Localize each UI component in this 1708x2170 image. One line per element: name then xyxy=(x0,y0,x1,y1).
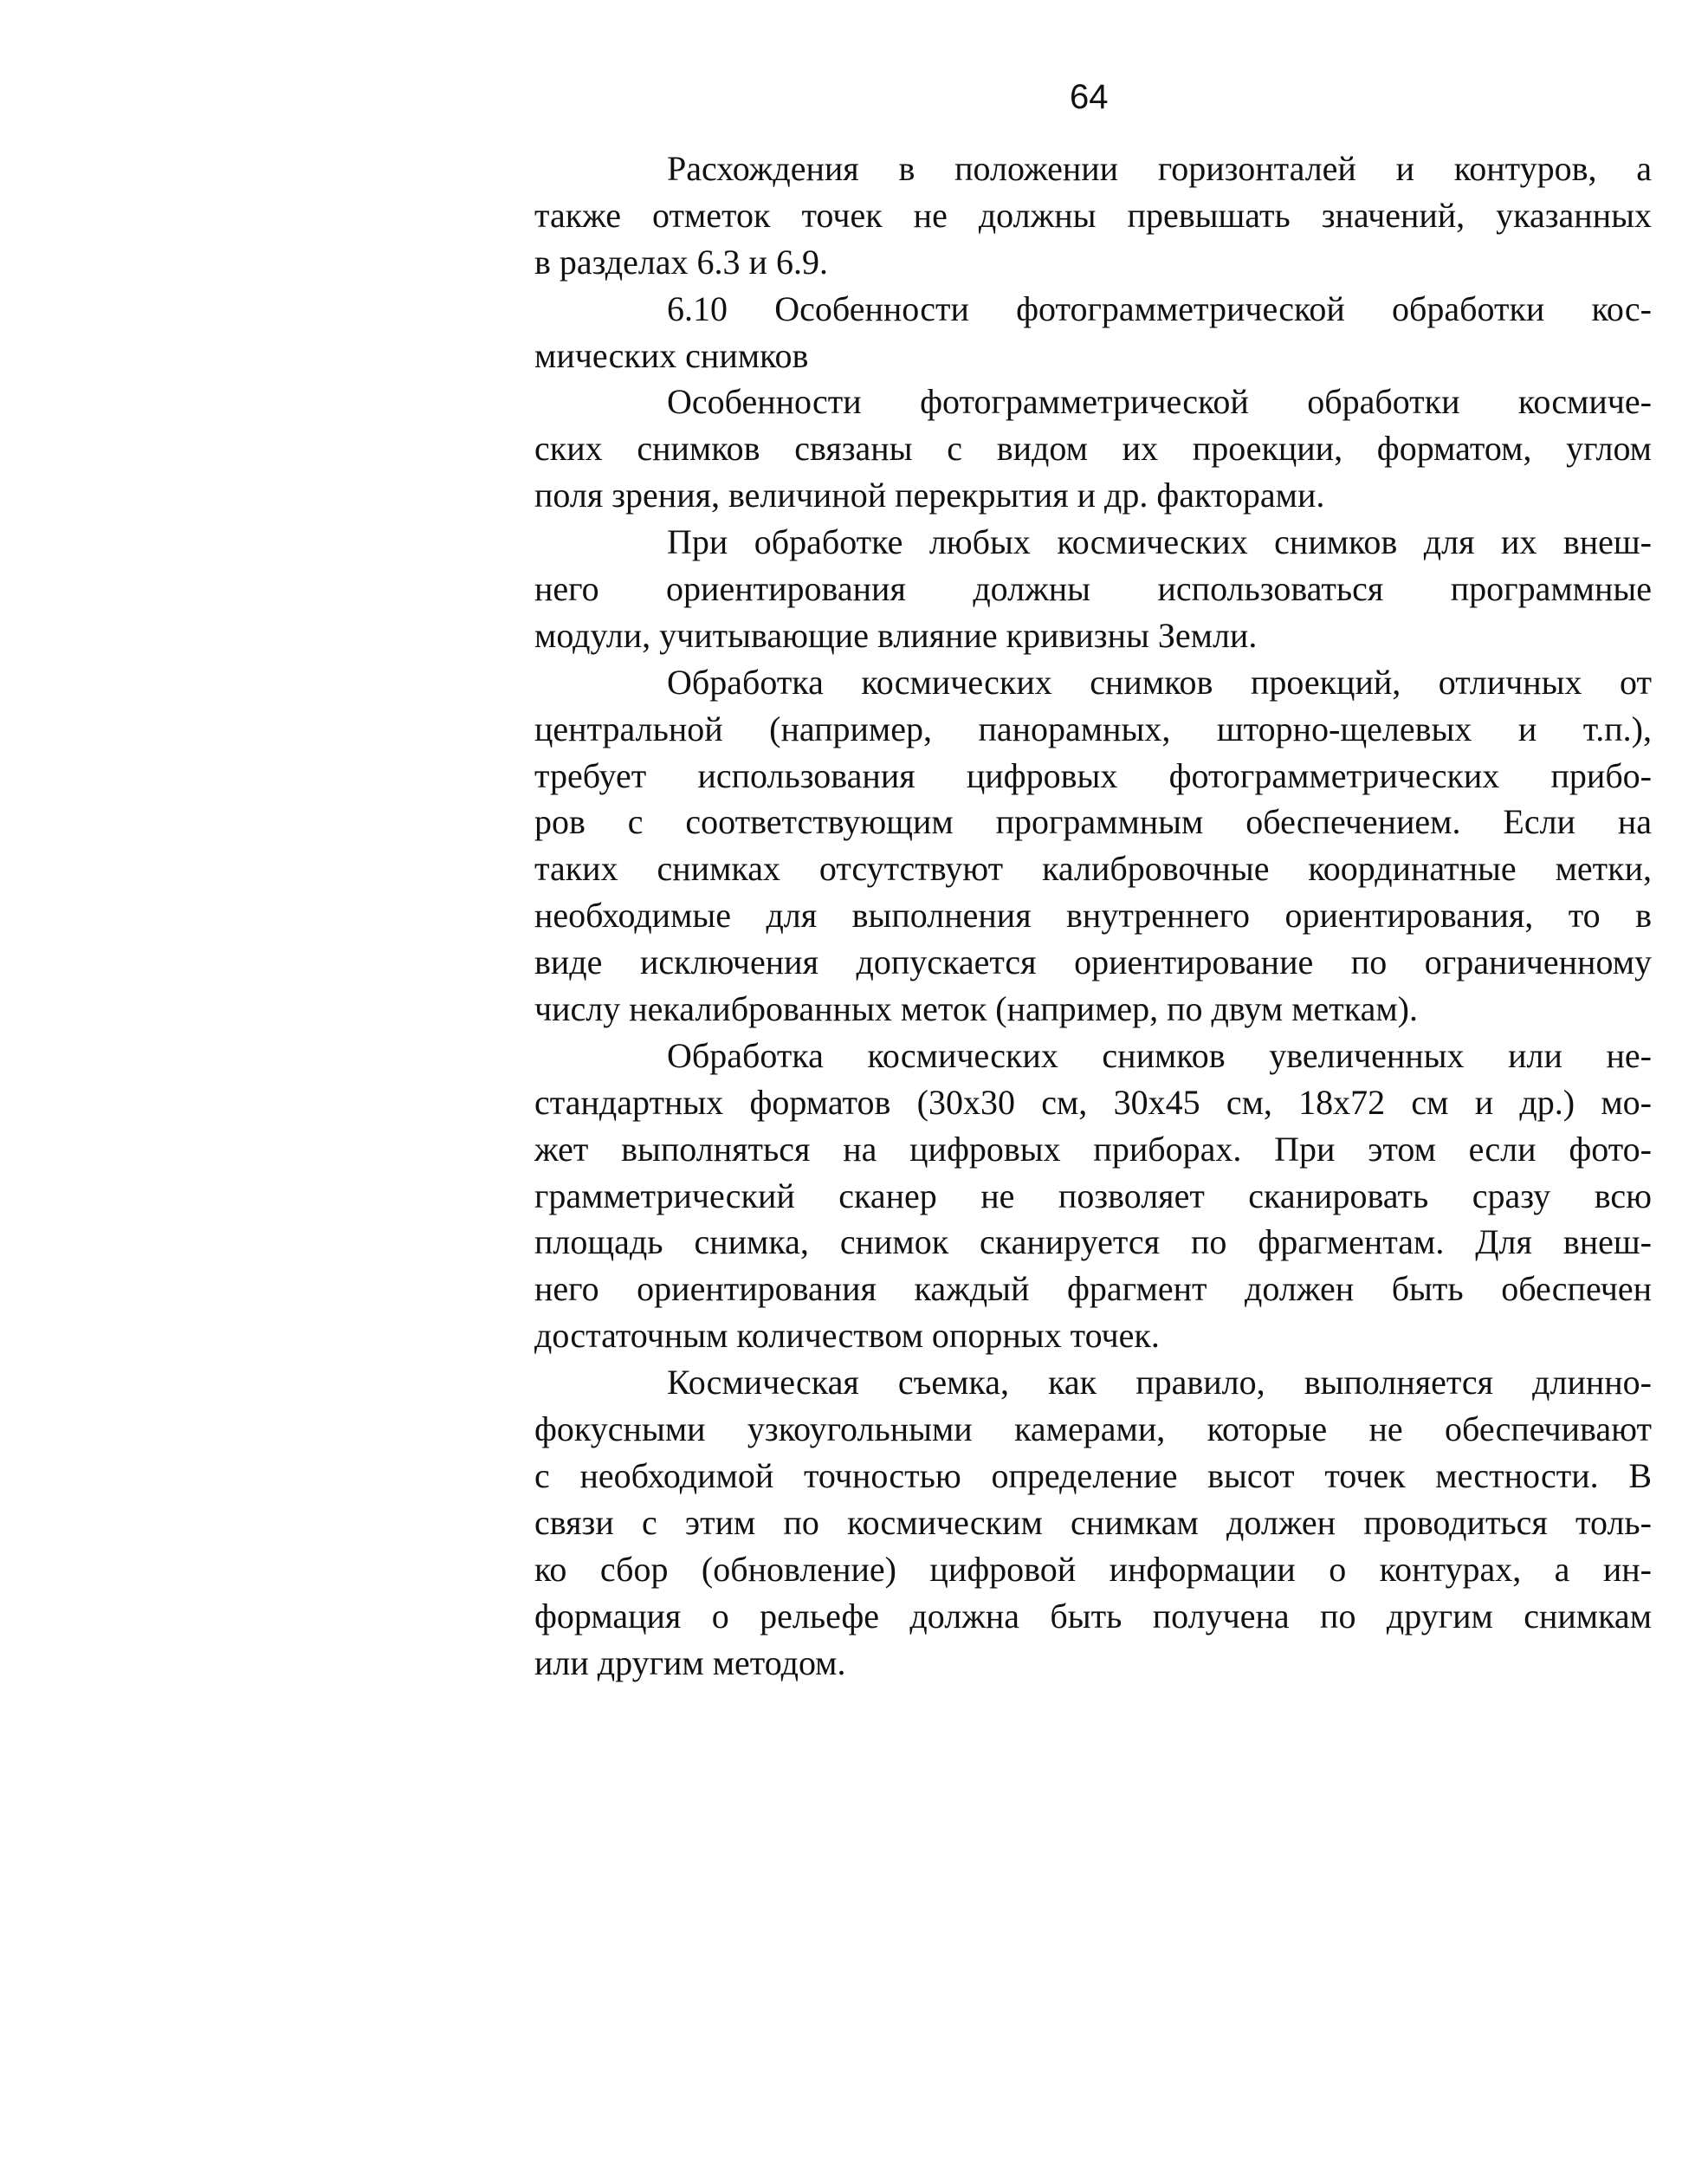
text-line: фокусными узкоугольными камерами, которые не обеспечивают xyxy=(534,1409,1652,1449)
text-line: При обработке любых космических снимков для их внеш- xyxy=(667,522,1652,562)
text-line: с необходимой точностью определение высот точек местности. В xyxy=(534,1455,1652,1495)
text-line: числу некалиброванных меток (например, по двум меткам). xyxy=(534,989,1418,1029)
text-line: поля зрения, величиной перекрытия и др. факторами. xyxy=(534,476,1325,515)
text-line: также отметок точек не должны превышать значений, указанных xyxy=(534,195,1652,235)
text-line: таких снимках отсутствуют калибровочные координатные метки, xyxy=(534,849,1652,889)
section-heading xyxy=(534,286,1652,379)
page-number: 64 xyxy=(1070,78,1109,116)
text-line: Космическая съемка, как правило, выполняется длинно- xyxy=(667,1363,1652,1402)
text-line: центральной (например, панорамных, шторно-щелевых и т.п.), xyxy=(534,709,1652,748)
paragraph xyxy=(534,519,1652,659)
text-line: Расхождения в положении горизонталей и контуров, а xyxy=(667,149,1652,188)
text-line: достаточным количеством опорных точек. xyxy=(534,1316,1160,1356)
text-line: требует использования цифровых фотограмметрических прибо- xyxy=(534,755,1652,795)
text-line: необходимые для выполнения внутреннего ориентирования, то в xyxy=(534,896,1652,936)
text-line: него ориентирования каждый фрагмент должен быть обеспечен xyxy=(534,1269,1652,1309)
paragraph xyxy=(534,1033,1652,1359)
text-line: Обработка космических снимков проекций, отличных от xyxy=(667,662,1652,702)
text-line: ских снимков связаны с видом их проекции, форматом, углом xyxy=(534,429,1652,469)
body-text xyxy=(534,146,1652,1686)
text-line: него ориентирования должны использоваться программные xyxy=(534,569,1652,609)
text-line: модули, учитывающие влияние кривизны Земли. xyxy=(534,615,1258,655)
text-line: Обработка космических снимков увеличенных или не- xyxy=(667,1035,1652,1075)
text-line: грамметрический сканер не позволяет сканировать сразу всю xyxy=(534,1176,1652,1215)
text-line: формация о рельефе должна быть получена по другим снимкам xyxy=(534,1596,1652,1636)
text-line: 6.10 Особенности фотограмметрической обработки кос- xyxy=(667,288,1652,328)
text-line: Особенности фотограмметрической обработки космиче- xyxy=(667,382,1652,422)
text-line: мических снимков xyxy=(534,335,809,375)
paragraph xyxy=(534,146,1652,286)
text-line: или другим методом. xyxy=(534,1642,846,1682)
text-line: виде исключения допускается ориентирование по ограниченному xyxy=(534,942,1652,982)
text-line: стандартных форматов (30х30 см, 30х45 см, 18х72 см и др.) мо- xyxy=(534,1082,1652,1122)
text-line: ров с соответствующим программным обеспечением. Если на xyxy=(534,802,1652,842)
text-line: в разделах 6.3 и 6.9. xyxy=(534,242,828,282)
paragraph xyxy=(534,1359,1652,1686)
text-line: ко сбор (обновление) цифровой информации о контурах, а ин- xyxy=(534,1549,1652,1589)
text-line: площадь снимка, снимок сканируется по фрагментам. Для внеш- xyxy=(534,1222,1652,1262)
paragraph xyxy=(534,659,1652,1033)
text-line: связи с этим по космическим снимкам должен проводиться толь- xyxy=(534,1502,1652,1542)
paragraph xyxy=(534,379,1652,519)
text-line: жет выполняться на цифровых приборах. При этом если фото- xyxy=(534,1129,1652,1169)
